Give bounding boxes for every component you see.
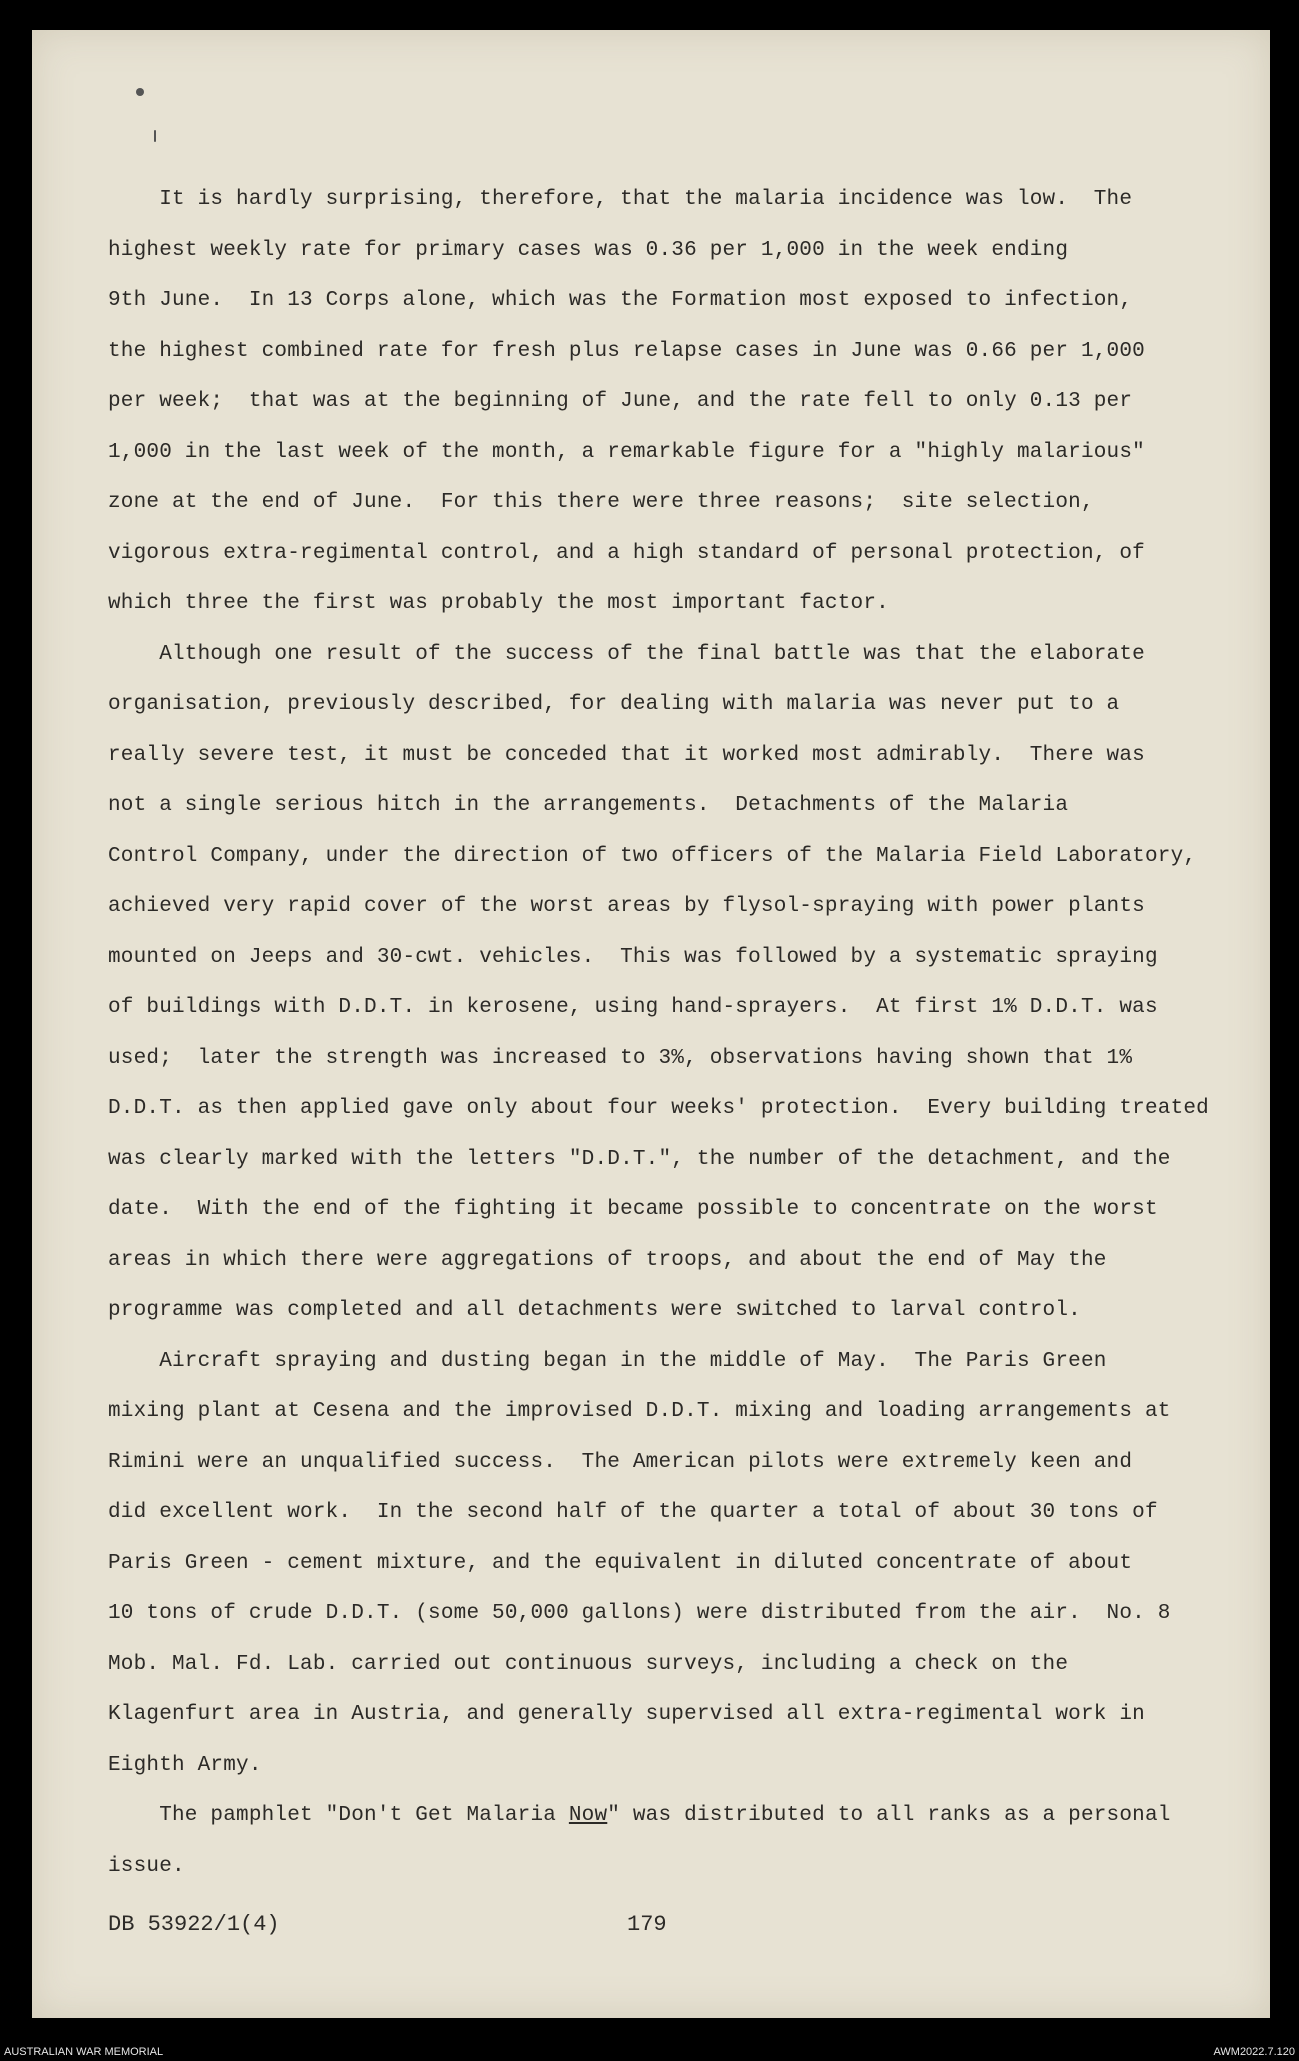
text-line: Eighth Army.	[108, 1753, 262, 1777]
text-line: 1,000 in the last week of the month, a remarkable figure for a "highly malarious"	[108, 440, 1145, 464]
text-line: vigorous extra-regimental control, and a high standard of personal protection, of	[108, 541, 1145, 565]
text-line: Aircraft spraying and dusting began in the middle of May. The Paris Green	[108, 1349, 1107, 1373]
document-page	[32, 30, 1270, 2018]
paper-mark	[154, 130, 156, 142]
text-line: areas in which there were aggregations of troops, and about the end of May the	[108, 1248, 1107, 1272]
text-line: really severe test, it must be conceded that it worked most admirably. There was	[108, 743, 1145, 767]
text-segment: The pamphlet "Don't Get Malaria	[108, 1804, 569, 1827]
text-line: organisation, previously described, for dealing with malaria was never put to a	[108, 693, 1120, 716]
text-line: Mob. Mal. Fd. Lab. carried out continuous surveys, including a check on the	[108, 1652, 1069, 1676]
text-line: Although one result of the success of the final battle was that the elaborate	[108, 642, 1145, 666]
text-line: Klagenfurt area in Austria, and generally supervised all extra-regimental work in	[108, 1703, 1145, 1726]
text-line: 9th June. In 13 Corps alone, which was the Formation most exposed to infection,	[108, 289, 1133, 312]
text-line: achieved very rapid cover of the worst areas by flysol-spraying with power plants	[108, 895, 1145, 918]
archive-footer-bar	[0, 2044, 1299, 2061]
text-line: mounted on Jeeps and 30-cwt. vehicles. This was followed by a systematic spraying	[108, 945, 1158, 969]
paragraph	[108, 630, 1248, 1337]
text-line: per week; that was at the beginning of June, and the rate fell to only 0.13 per	[108, 390, 1133, 413]
text-line: D.D.T. as then applied gave only about four weeks' protection. Every building treated	[108, 1097, 1209, 1120]
text-line: Rimini were an unqualified success. The American pilots were extremely keen and	[108, 1450, 1133, 1474]
text-line: mixing plant at Cesena and the improvised D.D.T. mixing and loading arrangements at	[108, 1400, 1171, 1423]
text-line: did excellent work. In the second half of the quarter a total of about 30 tons of	[108, 1501, 1158, 1524]
paragraph	[108, 175, 1248, 630]
text-line: Control Company, under the direction of two officers of the Malaria Field Laboratory,	[108, 844, 1197, 868]
text-line: zone at the end of June. For this there were three reasons; site selection,	[108, 491, 1094, 514]
text-line: which three the first was probably the most important factor.	[108, 592, 889, 615]
body-text	[108, 175, 1248, 1892]
text-line: used; later the strength was increased to 3%, observations having shown that 1%	[108, 1046, 1133, 1070]
text-line: highest weekly rate for primary cases was 0.36 per 1,000 in the week ending	[108, 238, 1069, 262]
text-line: the highest combined rate for fresh plus relapse cases in June was 0.66 per 1,000	[108, 339, 1145, 363]
archive-name: AUSTRALIAN WAR MEMORIAL	[4, 2046, 164, 2058]
paper-mark	[136, 88, 144, 96]
text-line	[108, 1791, 1248, 1842]
text-line: of buildings with D.D.T. in kerosene, using hand-sprayers. At first 1% D.D.T. was	[108, 996, 1158, 1019]
underlined-word: Now	[568, 1804, 608, 1827]
text-line: It is hardly surprising, therefore, that the malaria incidence was low. The	[108, 188, 1133, 211]
text-line: was clearly marked with the letters "D.D.T.", the number of the detachment, and the	[108, 1147, 1171, 1171]
archive-item-id: AWM2022.7.120	[1213, 2046, 1295, 2058]
page-number: 179	[627, 1912, 667, 1937]
text-line: Paris Green - cement mixture, and the equivalent in diluted concentrate of about	[108, 1551, 1133, 1575]
text-segment: " was distributed to all ranks as a personal	[607, 1804, 1171, 1827]
paragraph	[108, 1791, 1248, 1892]
document-reference: DB 53922/1(4)	[108, 1912, 280, 1937]
text-line: date. With the end of the fighting it became possible to concentrate on the worst	[108, 1198, 1158, 1221]
text-line: programme was completed and all detachments were switched to larval control.	[108, 1299, 1081, 1322]
text-line: 10 tons of crude D.D.T. (some 50,000 gallons) were distributed from the air. No. 8	[108, 1602, 1171, 1625]
paragraph	[108, 1337, 1248, 1792]
text-line: not a single serious hitch in the arrangements. Detachments of the Malaria	[108, 794, 1069, 817]
text-line: issue.	[108, 1854, 185, 1878]
